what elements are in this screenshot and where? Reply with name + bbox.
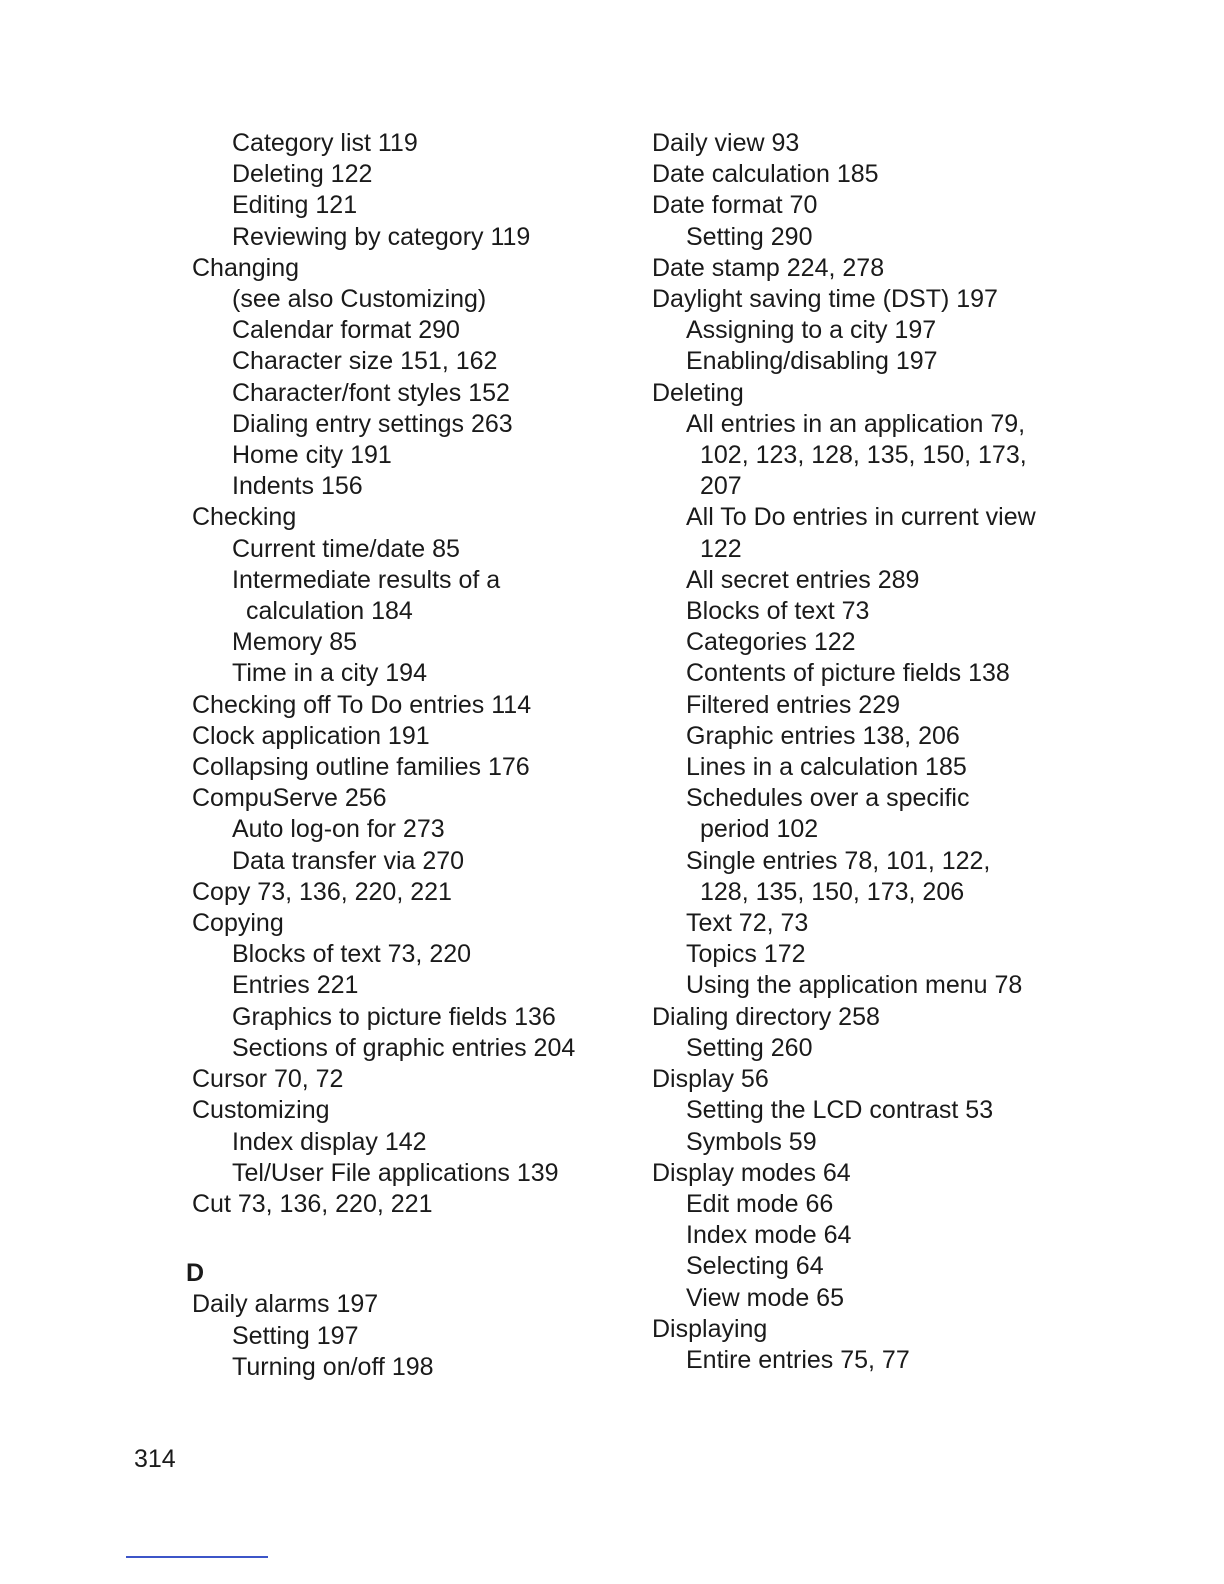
index-entry: Setting 290 [686, 222, 813, 251]
index-entry: Entries 221 [232, 971, 359, 1000]
footer-rule [126, 1556, 268, 1558]
index-entry: Editing 121 [232, 191, 358, 220]
index-entry: Symbols 59 [686, 1127, 817, 1156]
index-entry: Assigning to a city 197 [686, 316, 937, 345]
index-entry: Index display 142 [232, 1127, 427, 1156]
index-entry: Date format 70 [652, 191, 818, 220]
index-entry: Character/font styles 152 [232, 378, 510, 407]
index-entry: Deleting 122 [232, 160, 373, 189]
index-entry: Single entries 78, 101, 122, [686, 846, 991, 875]
index-entry: Setting 260 [686, 1033, 813, 1062]
index-entry: Contents of picture fields 138 [686, 659, 1010, 688]
index-entry: View mode 65 [686, 1283, 844, 1312]
index-entry: Character size 151, 162 [232, 347, 498, 376]
index-entry: Blocks of text 73 [686, 597, 870, 626]
index-entry: Checking [192, 503, 297, 532]
page-number: 314 [134, 1445, 176, 1473]
index-entry: Calendar format 290 [232, 316, 460, 345]
index-entry: Selecting 64 [686, 1252, 824, 1281]
index-entry: Entire entries 75, 77 [686, 1345, 910, 1374]
index-entry: Memory 85 [232, 628, 358, 657]
index-entry: Dialing directory 258 [652, 1002, 880, 1031]
index-entry: Tel/User File applications 139 [232, 1158, 559, 1187]
index-entry: Display 56 [652, 1065, 769, 1094]
index-entry: Daily alarms 197 [192, 1290, 379, 1319]
index-entry: Schedules over a specific [686, 784, 970, 813]
index-entry: Display modes 64 [652, 1158, 851, 1187]
index-entry: Deleting [652, 378, 744, 407]
index-entry: Sections of graphic entries 204 [232, 1033, 576, 1062]
index-entry: Graphic entries 138, 206 [686, 721, 960, 750]
index-entry: Checking off To Do entries 114 [192, 690, 532, 719]
index-entry: Dialing entry settings 263 [232, 409, 513, 438]
index-entry: Copy 73, 136, 220, 221 [192, 877, 452, 906]
index-entry: Topics 172 [686, 940, 806, 969]
index-entry: Setting 197 [232, 1321, 359, 1350]
index-entry: Clock application 191 [192, 721, 430, 750]
index-entry: 122 [700, 534, 742, 563]
index-entry: Time in a city 194 [232, 659, 427, 688]
index-entry: 102, 123, 128, 135, 150, 173, [700, 441, 1027, 470]
index-entry: Daylight saving time (DST) 197 [652, 285, 998, 314]
index-entry: Lines in a calculation 185 [686, 753, 967, 782]
index-entry: Collapsing outline families 176 [192, 753, 530, 782]
index-entry: Displaying [652, 1314, 768, 1343]
index-entry: Blocks of text 73, 220 [232, 940, 472, 969]
index-entry: Reviewing by category 119 [232, 222, 531, 251]
index-entry: calculation 184 [246, 597, 413, 626]
index-entry: (see also Customizing) [232, 285, 487, 314]
index-entry: Date calculation 185 [652, 160, 879, 189]
index-entry: All entries in an application 79, [686, 409, 1026, 438]
index-entry: Daily view 93 [652, 129, 800, 157]
index-entry: Filtered entries 229 [686, 690, 901, 719]
index-entry: Auto log-on for 273 [232, 815, 445, 844]
index-entry: Current time/date 85 [232, 534, 460, 563]
index-entry: Text 72, 73 [686, 909, 809, 938]
index-entry: Cut 73, 136, 220, 221 [192, 1189, 433, 1218]
d-entry-list [184, 1289, 614, 1383]
index-entry: CompuServe 256 [192, 784, 387, 813]
index-entry: All secret entries 289 [686, 565, 920, 594]
index-entry: Customizing [192, 1096, 330, 1125]
index-entry: Graphics to picture fields 136 [232, 1002, 556, 1031]
index-entry: period 102 [700, 815, 819, 844]
index-entry: Edit mode 66 [686, 1189, 834, 1218]
right-column [636, 128, 1076, 1376]
index-entry: Enabling/disabling 197 [686, 347, 938, 376]
index-entry: Changing [192, 253, 300, 282]
index-entry: Indents 156 [232, 472, 363, 501]
index-entry: 128, 135, 150, 173, 206 [700, 877, 965, 906]
index-entry: Intermediate results of a [232, 565, 501, 594]
index-entry: Copying [192, 909, 284, 938]
index-entry: Home city 191 [232, 441, 392, 470]
index-entry: Turning on/off 198 [232, 1352, 434, 1381]
left-entry-list [184, 128, 614, 1220]
index-entry: Data transfer via 270 [232, 846, 465, 875]
left-column [184, 128, 614, 1383]
section-letter: D [186, 1259, 205, 1288]
index-entry: Categories 122 [686, 628, 856, 657]
index-entry: All To Do entries in current view [686, 503, 1036, 532]
section-gap [184, 1220, 614, 1258]
index-entry: Index mode 64 [686, 1221, 852, 1250]
index-entry: Using the application menu 78 [686, 971, 1023, 1000]
index-entry: Date stamp 224, 278 [652, 253, 885, 282]
index-entry: Cursor 70, 72 [192, 1065, 344, 1094]
index-entry: 207 [700, 472, 742, 501]
index-entry: Setting the LCD contrast 53 [686, 1096, 994, 1125]
right-entry-list [636, 128, 1076, 1376]
index-entry: Category list 119 [232, 129, 418, 157]
